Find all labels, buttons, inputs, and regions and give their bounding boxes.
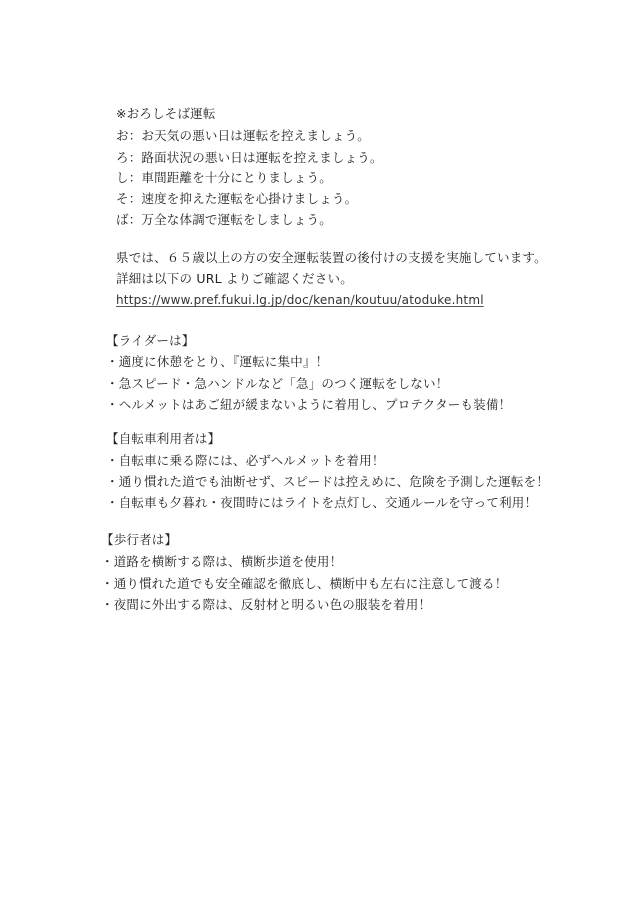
oroshisoba-title: ※おろしそば運転: [116, 106, 216, 121]
pedestrians-heading: 【歩行者は】: [101, 532, 178, 547]
riders-item-2: ・急スピード・急ハンドルなど「急」のつく運転をしない！: [106, 376, 449, 391]
support-line-1: 県では、６５歳以上の方の安全運転装置の後付けの支援を実施しています。: [116, 250, 547, 265]
cyclists-item-2: ・通り慣れた道でも油断せず、スピードは控えめに、危険を予測した運転を！: [106, 474, 550, 489]
riders-heading: 【ライダーは】: [106, 333, 195, 348]
oroshisoba-item-shi: し：車間距離を十分にとりましょう。: [116, 170, 332, 185]
pedestrians-item-3: ・夜間に外出する際は、反射材と明るい色の服装を着用！: [101, 597, 432, 612]
oroshisoba-item-o: お：お天気の悪い日は運転を控えましょう。: [116, 128, 371, 143]
pedestrians-item-1: ・道路を横断する際は、横断歩道を使用！: [101, 554, 343, 569]
oroshisoba-item-ro: ろ：路面状況の悪い日は運転を控えましょう。: [116, 150, 383, 165]
riders-item-3: ・ヘルメットはあご紐が緩まないように着用し、プロテクターも装備！: [106, 397, 512, 412]
support-url-link[interactable]: https://www.pref.fukui.lg.jp/doc/kenan/koutuu/atoduke.html: [116, 293, 484, 307]
cyclists-item-3: ・自転車も夕暮れ・夜間時にはライトを点灯し、交通ルールを守って利用！: [106, 495, 538, 510]
cyclists-heading: 【自転車利用者は】: [106, 431, 221, 446]
oroshisoba-item-so: そ：速度を抑えた運転を心掛けましょう。: [116, 191, 358, 206]
oroshisoba-item-ba: ば：万全な体調で運転をしましょう。: [116, 212, 332, 227]
pedestrians-item-2: ・通り慣れた道でも安全確認を徹底し、横断中も左右に注意して渡る！: [101, 576, 508, 591]
support-line-2: 詳細は以下の URL よりご確認ください。: [116, 271, 353, 286]
cyclists-item-1: ・自転車に乗る際には、必ずヘルメットを着用！: [106, 453, 385, 468]
riders-item-1: ・適度に休憩をとり、『運転に集中』！: [106, 354, 329, 369]
